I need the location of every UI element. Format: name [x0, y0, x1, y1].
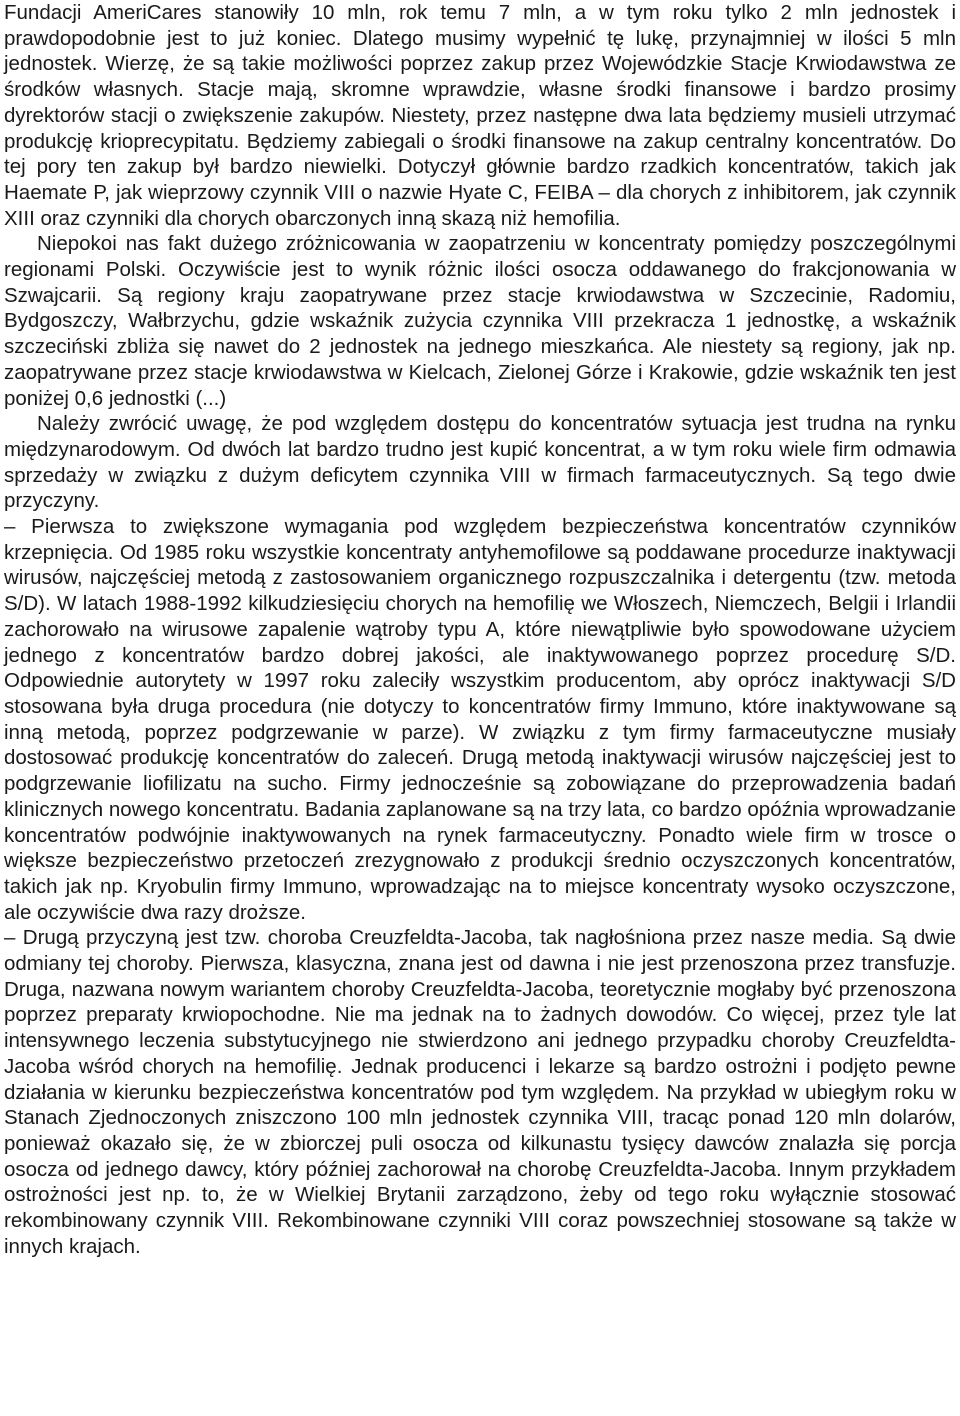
paragraph-regional-differences: Niepokoi nas fakt dużego zróżnicowania w zaopatrzeniu w koncentraty pomiędzy poszczególnymi regionami Polski. Oczywiście jest to wynik różnic ilości osocza oddawanego do frakcjonowania w Szwajcarii. Są regiony kraju zaopatrywane przez stacje krwiodawstwa w Szczecinie, Radomiu, Bydgoszczy, Wałbrzychu, gdzie wskaźnik zużycia czynnika VIII przekracza 1 jednostkę, a wskaźnik szczeciński zbliża się nawet do 2 jednostek na jednego mieszkańca. Ale niestety są regiony, jak np. zaopatrywane przez stacje krwiodawstwa w Kielcach, Zielonej Górze i Krakowie, gdzie wskaźnik ten jest poniżej 0,6 jednostki (...)	[4, 232, 956, 410]
paragraph-continuation: Fundacji AmeriCares stanowiły 10 mln, rok temu 7 mln, a w tym roku tylko 2 mln jednostek i prawdopodobnie jest to już koniec. Dlatego musimy wypełnić tę lukę, przynajmniej w ilości 5 mln jednostek. Wierzę, że są takie możliwości poprzez zakup przez Wojewódzkie Stacje Krwiodawstwa ze środków własnych. Stacje mają, skromne wprawdzie, własne środki finansowe i bardzo prosimy dyrektorów stacji o zwiększenie zakupów. Niestety, przez następne dwa lata będziemy musieli utrzymać produkcję krioprecypitatu. Będziemy zabiegali o środki finansowe na zakup centralny koncentratów. Do tej pory ten zakup był bardzo niewielki. Dotyczył głównie bardzo rzadkich koncentratów, takich jak Haemate P, jak wieprzowy czynnik VIII o nazwie Hyate C, FEIBA – dla chorych z inhibitorem, jak czynnik XIII oraz czynniki dla chorych obarczonych inną skazą niż hemofilia.	[4, 1, 956, 230]
paragraph-first-reason: – Pierwsza to zwiększone wymagania pod względem bezpieczeństwa koncentratów czynników krzepnięcia. Od 1985 roku wszystkie koncentraty antyhemofilowe są poddawane procedurze inaktywacji wirusów, najczęściej metodą z zastosowaniem organicznego rozpuszczalnika i detergentu (tzw. metoda S/D). W latach 1988-1992 kilkudziesięciu chorych na hemofilię we Włoszech, Niemczech, Belgii i Irlandii zachorowało na wirusowe zapalenie wątroby typu A, które niewątpliwie było spowodowane użyciem jednego z koncentratów bardzo dobrej jakości, ale inaktywowanego poprzez procedurę S/D. Odpowiednie autorytety w 1997 roku zaleciły wszystkim producentom, aby oprócz inaktywacji S/D stosowana była druga procedura (nie dotyczy to koncentratów firmy Immuno, które inaktywowane są inną metodą, poprzez podgrzewanie w parze). W związku z tym firmy farmaceutyczne musiały dostosować produkcję koncentratów do zaleceń. Drugą metodą inaktywacji wirusów najczęściej jest to podgrzewanie liofilizatu na sucho. Firmy jednocześnie są zobowiązane do przeprowadzenia badań klinicznych nowego koncentratu. Badania zaplanowane są na trzy lata, co bardzo opóźnia wprowadzanie koncentratów podwójnie inaktywowanych na rynek farmaceutyczny. Ponadto wiele firm w trosce o większe bezpieczeństwo przetoczeń zrezygnowało z produkcji średnio oczyszczonych koncentratów, takich jak np. Kryobulin firmy Immuno, wprowadzając na to miejsce koncentraty wysoko oczyszczone, ale oczywiście dwa razy droższe.	[4, 515, 956, 924]
document-page	[4, 0, 956, 1259]
paragraph-second-reason: – Drugą przyczyną jest tzw. choroba Creuzfeldta-Jacoba, tak nagłośniona przez nasze media. Są dwie odmiany tej choroby. Pierwsza, klasyczna, znana jest od dawna i nie jest przenoszona przez transfuzje. Druga, nazwana nowym wariantem choroby Creuzfeldta-Jacoba, teoretycznie mogłaby być przenoszona poprzez preparaty krwiopochodne. Nie ma jednak na to żadnych dowodów. Co więcej, przez tyle lat intensywnego leczenia substytucyjnego nie stwierdzono ani jednego przypadku choroby Creuzfeldta-Jacoba wśród chorych na hemofilię. Jednak producenci i lekarze są bardzo ostrożni i podjęto pewne działania w kierunku bezpieczeństwa koncentratów pod tym względem. Na przykład w ubiegłym roku w Stanach Zjednoczonych zniszczono 100 mln jednostek czynnika VIII, tracąc ponad 120 mln dolarów, ponieważ okazało się, że w zbiorczej puli osocza od kilkunastu tysięcy dawców znalazła się porcja osocza od jednego dawcy, który później zachorował na chorobę Creuzfeldta-Jacoba. Innym przykładem ostrożności jest np. to, że w Wielkiej Brytanii zarządzono, żeby od tego roku wyłącznie stosować rekombinowany czynnik VIII. Rekombinowane czynniki VIII coraz powszechniej stosowane są także w innych krajach.	[4, 926, 956, 1258]
paragraph-international-market: Należy zwrócić uwagę, że pod względem dostępu do koncentratów sytuacja jest trudna na rynku międzynarodowym. Od dwóch lat bardzo trudno jest kupić koncentrat, a w tym roku wiele firm odmawia sprzedaży w związku z dużym deficytem czynnika VIII w firmach farmaceutycznych. Są tego dwie przyczyny.	[4, 412, 956, 513]
